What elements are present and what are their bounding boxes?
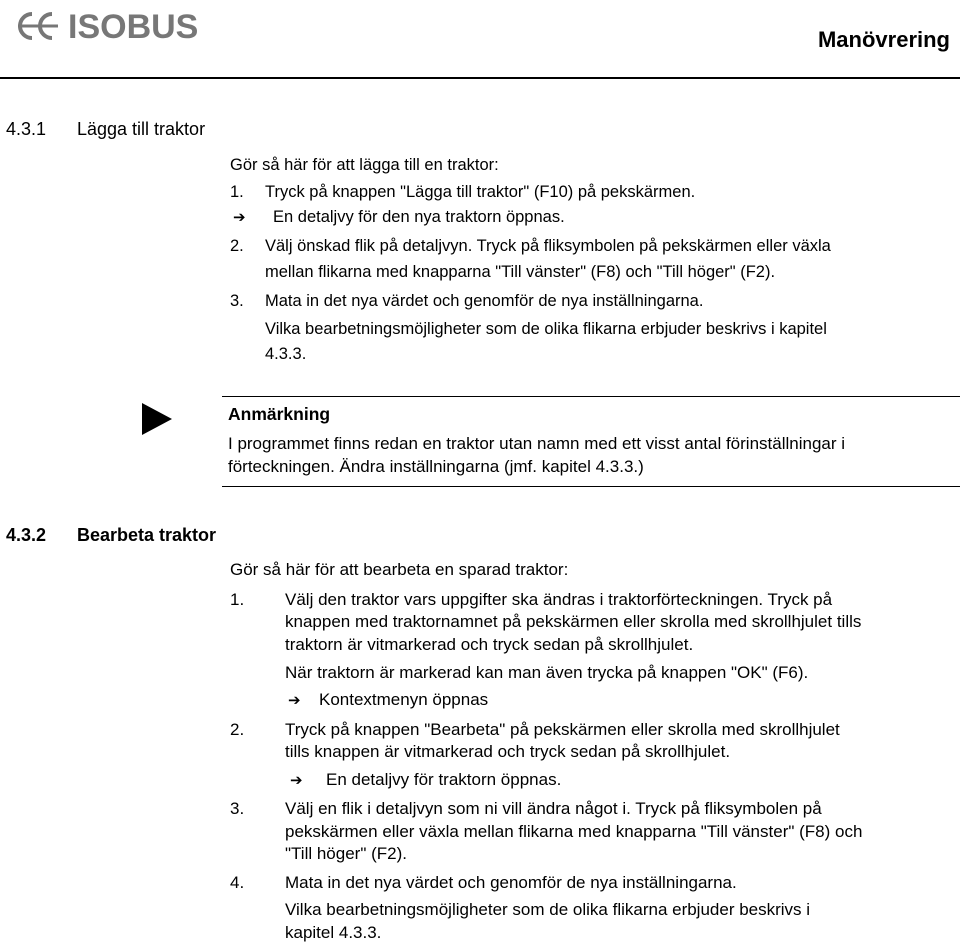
step-number: 4. (230, 873, 245, 892)
step-note: När traktorn är markerad kan man även trycka på knappen "OK" (F6). (285, 663, 809, 682)
logo-text: ISOBUS (68, 8, 199, 46)
note-triangle-icon (142, 403, 172, 435)
step-note: Vilka bearbetningsmöjligheter som de olika flikarna erbjuder beskrivs i (285, 900, 811, 919)
result-arrow-icon: ➔ (290, 771, 303, 789)
page-title: Manövrering (817, 27, 950, 52)
step-note: kapitel 4.3.3. (285, 923, 382, 942)
step-note: Vilka bearbetningsmöjligheter som de olika flikarna erbjuder beskrivs i kapitel (265, 320, 827, 338)
step-number: 1. (230, 590, 245, 609)
step-text: Tryck på knappen "Lägga till traktor" (F10) på pekskärmen. (265, 183, 696, 201)
step-text: Välj en flik i detaljvyn som ni vill ändra något i. Tryck på fliksymbolen på (285, 799, 822, 818)
section-title: Bearbeta traktor (77, 525, 217, 545)
section-number: 4.3.1 (6, 119, 47, 139)
note-top-divider (222, 396, 960, 397)
step-number: 3. (230, 799, 245, 818)
step-number: 2. (230, 237, 244, 255)
step-text: Tryck på knappen "Bearbeta" på pekskärmen eller skrolla med skrollhjulet (285, 720, 840, 739)
step-text: tills knappen är vitmarkerad och tryck sedan på skrollhjulet. (285, 742, 731, 761)
step-text: Mata in det nya värdet och genomför de nya inställningarna. (265, 292, 704, 310)
isobus-logo-icon (12, 6, 217, 46)
section-intro: Gör så här för att bearbeta en sparad traktor: (230, 560, 569, 579)
step-number: 2. (230, 720, 245, 739)
step-note: 4.3.3. (265, 345, 307, 363)
note-text: I programmet finns redan en traktor utan namn med ett visst antal förinställningar i (228, 434, 846, 453)
step-number: 1. (230, 183, 244, 201)
note-heading: Anmärkning (228, 404, 331, 424)
step-text: Välj önskad flik på detaljvyn. Tryck på fliksymbolen på pekskärmen eller växla (265, 237, 831, 255)
step-text: Mata in det nya värdet och genomför de nya inställningarna. (285, 873, 737, 892)
result-text: En detaljvy för traktorn öppnas. (326, 770, 562, 789)
header-divider (0, 77, 960, 79)
note-bottom-divider (222, 486, 960, 487)
result-arrow-icon: ➔ (288, 691, 301, 709)
step-text: Välj den traktor vars uppgifter ska ändras i traktorförteckningen. Tryck på (285, 590, 833, 609)
section-title: Lägga till traktor (77, 119, 206, 139)
result-text: En detaljvy för den nya traktorn öppnas. (273, 208, 565, 226)
isobus-logo (12, 6, 217, 46)
section-intro: Gör så här för att lägga till en traktor: (230, 156, 499, 174)
step-text: knappen med traktornamnet på pekskärmen eller skrolla med skrollhjulet tills (285, 612, 862, 631)
note-text: förteckningen. Ändra inställningarna (jmf. kapitel 4.3.3.) (228, 457, 644, 476)
result-text: Kontextmenyn öppnas (319, 690, 489, 709)
step-text: traktorn är vitmarkerad och tryck sedan på skrollhjulet. (285, 635, 694, 654)
result-arrow-icon: ➔ (233, 208, 246, 226)
step-text: mellan flikarna med knapparna "Till vänster" (F8) och "Till höger" (F2). (265, 263, 776, 281)
step-text: pekskärmen eller växla mellan flikarna med knapparna "Till vänster" (F8) och (285, 822, 863, 841)
step-text: "Till höger" (F2). (285, 844, 407, 863)
step-number: 3. (230, 292, 244, 310)
section-number: 4.3.2 (6, 525, 47, 545)
